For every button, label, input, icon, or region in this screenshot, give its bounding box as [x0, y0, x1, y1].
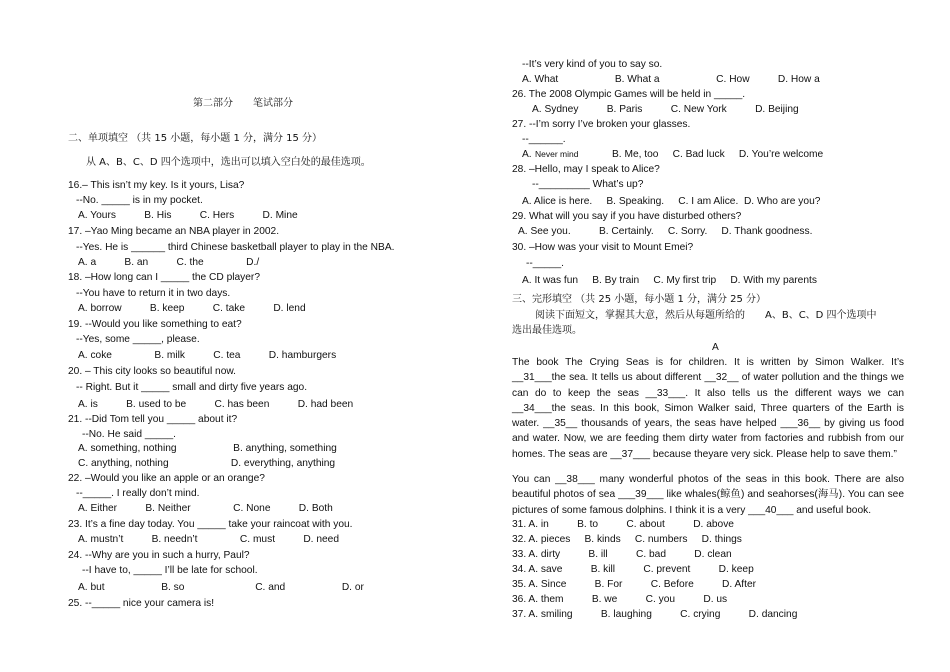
- right-line-21: 31. A. in B. to C. about D. above: [512, 519, 734, 530]
- right-line-8: B. Me, too C. Bad luck D. You’re welcome: [612, 149, 824, 160]
- left-line-28: --I have to, _____ I’ll be late for school.: [82, 565, 258, 576]
- left-line-29: A. but B. so C. and D. or: [78, 582, 364, 593]
- left-line-15: 20. – This city looks so beautiful now.: [68, 366, 236, 377]
- left-line-23: --_____. I really don’t mind.: [76, 488, 200, 499]
- passage-paragraph-1: The book The Crying Seas is for children. It is written by Simon Walker. It’s __31___the sea. It tells us about different __32__ of water pollution and the things we can do to keep the seas __33___. It also tells us the different ways we can __34___the seas. In this book, Simon Walker said, Three quarters of the Earth is water. __35__ thousands of years, the seas have helped ___36__ by giving us food and water. Now, we are feeding them dirty water from factories and rubbish from our homes. The seas are __37___ because theyare very sick. Please help to save them.”: [512, 357, 904, 460]
- right-line-12: 29. What will you say if you have disturbed others?: [512, 211, 742, 222]
- right-line-17: 三、完形填空 （共 25 小题，每小题 1 分，满分 25 分）: [512, 294, 767, 305]
- left-line-12: 19. --Would you like something to eat?: [68, 319, 242, 330]
- right-line-14: 30. –How was your visit to Mount Emei?: [512, 242, 694, 253]
- left-line-4: --No. _____ is in my pocket.: [76, 195, 203, 206]
- left-line-27: 24. --Why are you in such a hurry, Paul?: [68, 550, 250, 561]
- left-line-22: 22. –Would you like an apple or an orange?: [68, 473, 265, 484]
- left-line-21: C. anything, nothing D. everything, anything: [78, 458, 336, 469]
- right-line-23: 33. A. dirty B. ill C. bad D. clean: [512, 549, 732, 560]
- left-line-1: 二、单项填空 （共 15 小题，每小题 1 分，满分 15 分）: [68, 133, 323, 144]
- right-line-7: Never mind: [535, 149, 579, 159]
- left-line-19: --No. He said _____.: [82, 429, 177, 440]
- left-line-18: 21. --Did Tom tell you _____ about it?: [68, 414, 238, 425]
- left-line-16: -- Right. But it _____ small and dirty five years ago.: [76, 382, 308, 393]
- left-line-24: A. Either B. Neither C. None D. Both: [78, 503, 333, 514]
- right-line-19: 选出最佳选项。: [512, 325, 582, 336]
- right-line-26: 36. A. them B. we C. you D. us: [512, 594, 728, 605]
- right-line-15: --_____.: [526, 258, 564, 269]
- right-line-16: A. It was fun B. By train C. My first trip D. With my parents: [522, 275, 817, 286]
- passage-paragraph-2: You can __38___ many wonderful photos of the seas in this book. There are also beautiful photos of sea ___39___ like whales(鲸鱼) and seahorses(海马). You can see pictures of some famous dolphins. I think it is a very ___40___ and useful book.: [512, 474, 904, 516]
- right-line-9: 28. –Hello, may I speak to Alice?: [512, 164, 660, 175]
- right-line-24: 34. A. save B. kill C. prevent D. keep: [512, 564, 754, 575]
- left-line-9: 18. –How long can I _____ the CD player?: [68, 272, 260, 283]
- left-line-13: --Yes, some _____, please.: [76, 334, 200, 345]
- right-line-1: A. What B. What a C. How D. How a: [522, 74, 820, 85]
- right-line-20: A: [712, 342, 719, 353]
- left-line-3: 16.– This isn’t my key. Is it yours, Lisa?: [68, 180, 245, 191]
- left-line-26: A. mustn’t B. needn’t C. must D. need: [78, 534, 340, 545]
- right-line-0: --It’s very kind of you to say so.: [522, 59, 663, 70]
- right-line-2: 26. The 2008 Olympic Games will be held in _____.: [512, 89, 746, 100]
- left-line-5: A. Yours B. His C. Hers D. Mine: [78, 210, 298, 221]
- right-line-6: A.: [522, 149, 535, 160]
- right-line-18: 阅读下面短文，掌握其大意，然后从每题所给的 A、B、C、D 四个选项中: [535, 310, 877, 321]
- left-line-14: A. coke B. milk C. tea D. hamburgers: [78, 350, 337, 361]
- right-line-25: 35. A. Since B. For C. Before D. After: [512, 579, 757, 590]
- right-line-13: A. See you. B. Certainly. C. Sorry. D. Thank goodness.: [518, 226, 813, 237]
- left-line-8: A. a B. an C. the D./: [78, 257, 260, 268]
- left-line-7: --Yes. He is ______ third Chinese basketball player to play in the NBA.: [76, 242, 395, 253]
- left-line-2: 从 A、B、C、D 四个选项中，选出可以填入空白处的最佳选项。: [86, 157, 371, 168]
- left-line-30: 25. --_____ nice your camera is!: [68, 598, 215, 609]
- right-line-22: 32. A. pieces B. kinds C. numbers D. things: [512, 534, 742, 545]
- left-line-20: A. something, nothing B. anything, something: [78, 443, 337, 454]
- right-line-11: A. Alice is here. B. Speaking. C. I am Alice. D. Who are you?: [522, 196, 821, 207]
- right-line-27: 37. A. smiling B. laughing C. crying D. dancing: [512, 609, 798, 620]
- left-line-10: --You have to return it in two days.: [76, 288, 231, 299]
- right-line-3: A. Sydney B. Paris C. New York D. Beijing: [532, 104, 799, 115]
- left-line-6: 17. –Yao Ming became an NBA player in 2002.: [68, 226, 280, 237]
- right-line-4: 27. --I’m sorry I’ve broken your glasses.: [512, 119, 691, 130]
- left-line-11: A. borrow B. keep C. take D. lend: [78, 303, 306, 314]
- right-line-5: --______.: [522, 134, 566, 145]
- left-line-0: 第二部分 笔试部分: [193, 98, 293, 109]
- right-line-10: --_________ What’s up?: [532, 179, 644, 190]
- left-line-25: 23. It’s a fine day today. You _____ take your raincoat with you.: [68, 519, 353, 530]
- left-line-17: A. is B. used to be C. has been D. had been: [78, 399, 354, 410]
